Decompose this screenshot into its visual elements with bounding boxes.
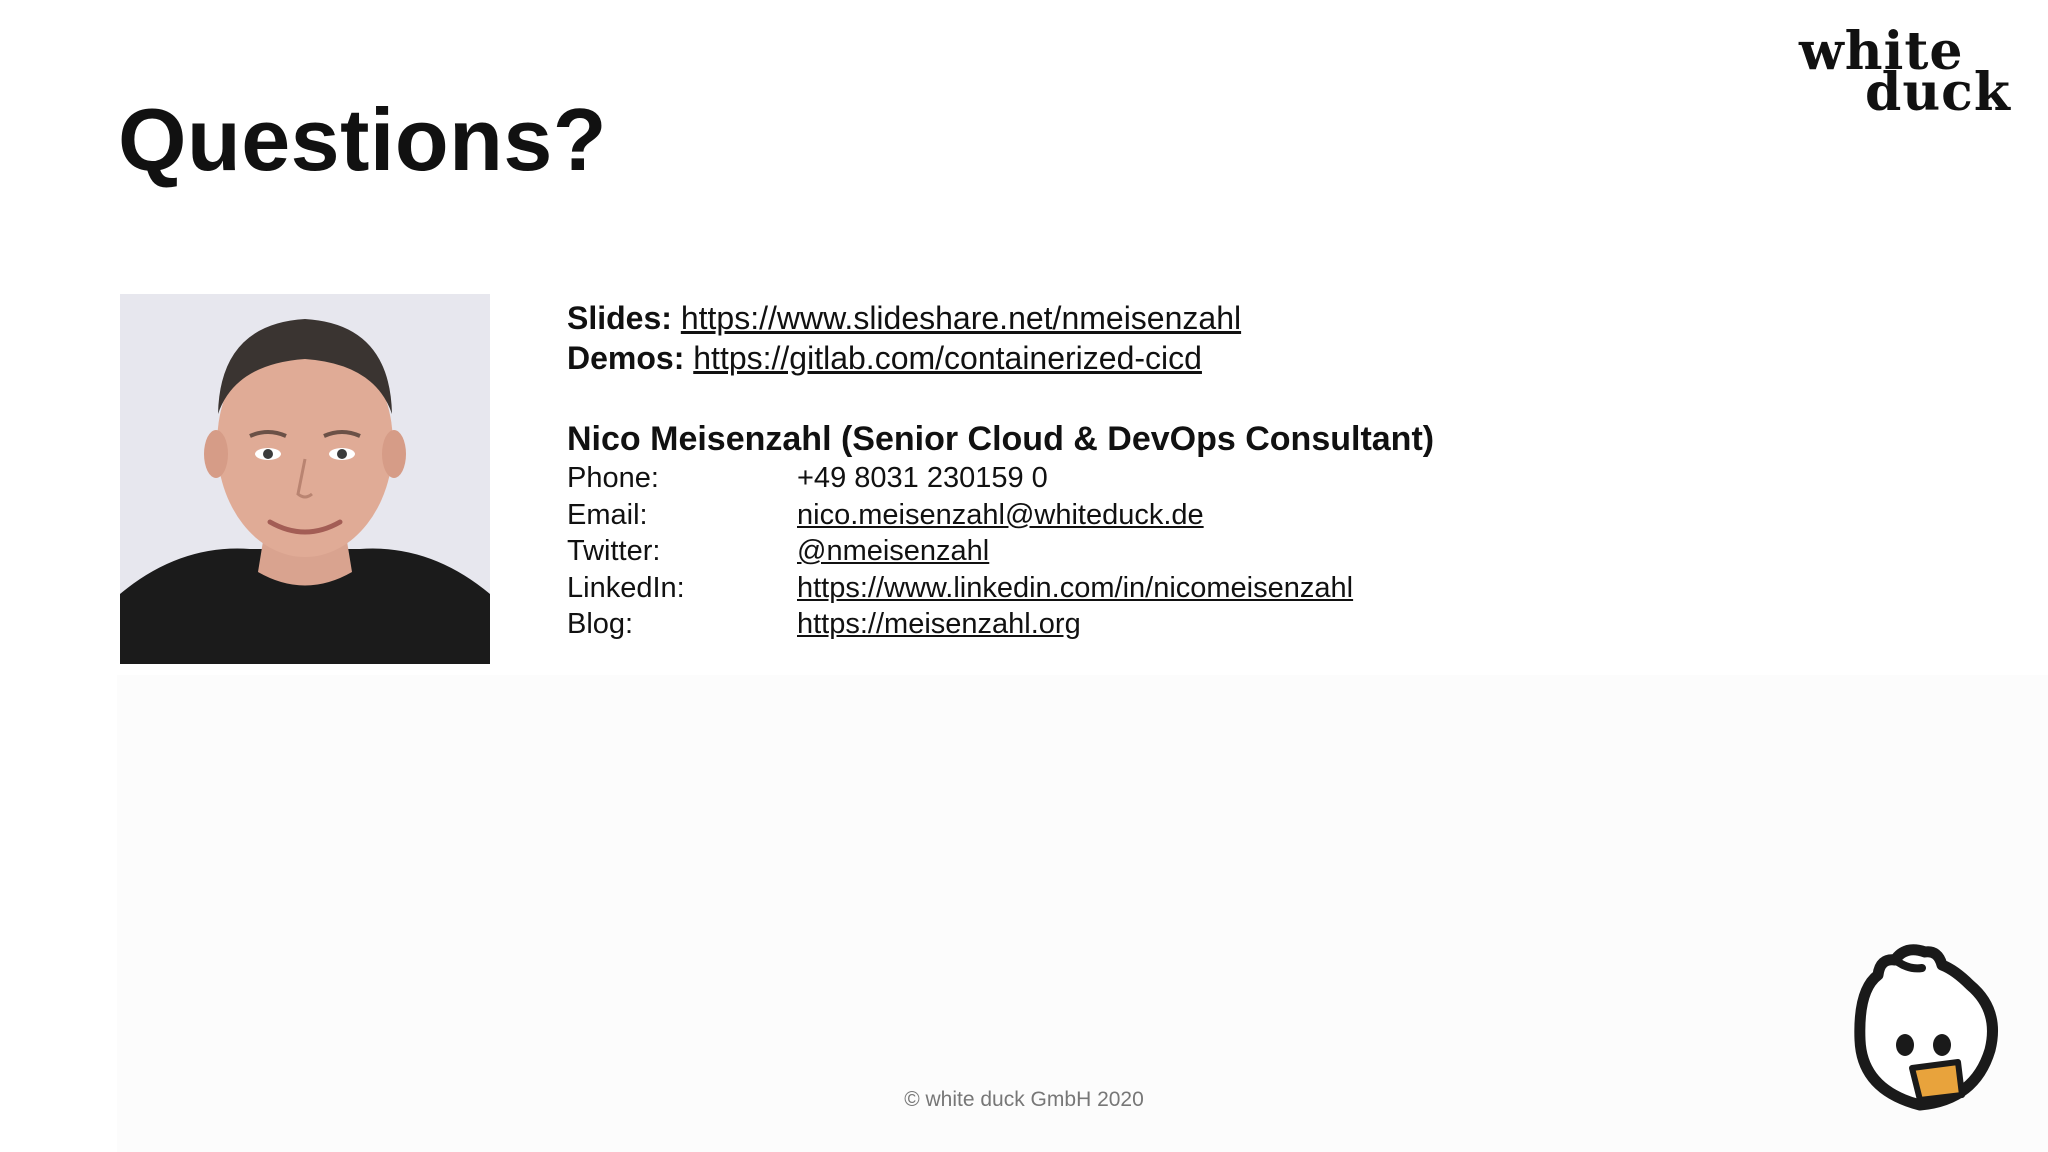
slides-label: Slides: — [567, 300, 672, 336]
phone-row — [567, 460, 1667, 497]
demos-label: Demos: — [567, 340, 685, 376]
twitter-label: Twitter: — [567, 535, 661, 567]
email-link[interactable]: nico.meisenzahl@whiteduck.de — [797, 498, 1204, 531]
mascot-svg — [1850, 940, 2000, 1120]
twitter-link[interactable]: @nmeisenzahl — [797, 535, 990, 567]
contact-list — [567, 460, 1667, 643]
email-row — [567, 497, 1667, 534]
blog-link[interactable]: https://meisenzahl.org — [797, 608, 1081, 640]
presenter-photo — [120, 294, 490, 664]
presenter-name: Nico Meisenzahl (Senior Cloud & DevOps Consultant) — [567, 420, 1435, 458]
slide-title: Questions? — [118, 90, 608, 189]
logo-line-2: duck — [1865, 62, 2011, 123]
linkedin-label: LinkedIn: — [567, 571, 685, 604]
slides-row — [567, 298, 1667, 338]
slides-link[interactable]: https://www.slideshare.net/nmeisenzahl — [680, 300, 1242, 336]
presenter-photo-illustration — [120, 294, 490, 664]
phone-value: +49 8031 230159 0 — [797, 462, 1048, 494]
logo-line-1: white — [1799, 21, 1964, 82]
slide-lower-band — [117, 675, 2048, 1152]
phone-label: Phone: — [567, 462, 659, 494]
twitter-row — [567, 533, 1667, 570]
blog-label: Blog: — [567, 608, 634, 640]
white-duck-mascot-icon — [1850, 940, 2000, 1120]
demos-link[interactable]: https://gitlab.com/containerized-cicd — [693, 340, 1202, 376]
white-duck-logo — [1797, 21, 2012, 123]
linkedin-row — [567, 570, 1667, 607]
email-label: Email: — [567, 498, 648, 531]
blog-row — [567, 606, 1667, 643]
footer-copyright: © white duck GmbH 2020 — [904, 1088, 1144, 1111]
linkedin-link[interactable]: https://www.linkedin.com/in/nicomeisenzahl — [797, 571, 1354, 604]
contact-info — [567, 298, 1667, 643]
demos-row — [567, 338, 1667, 378]
